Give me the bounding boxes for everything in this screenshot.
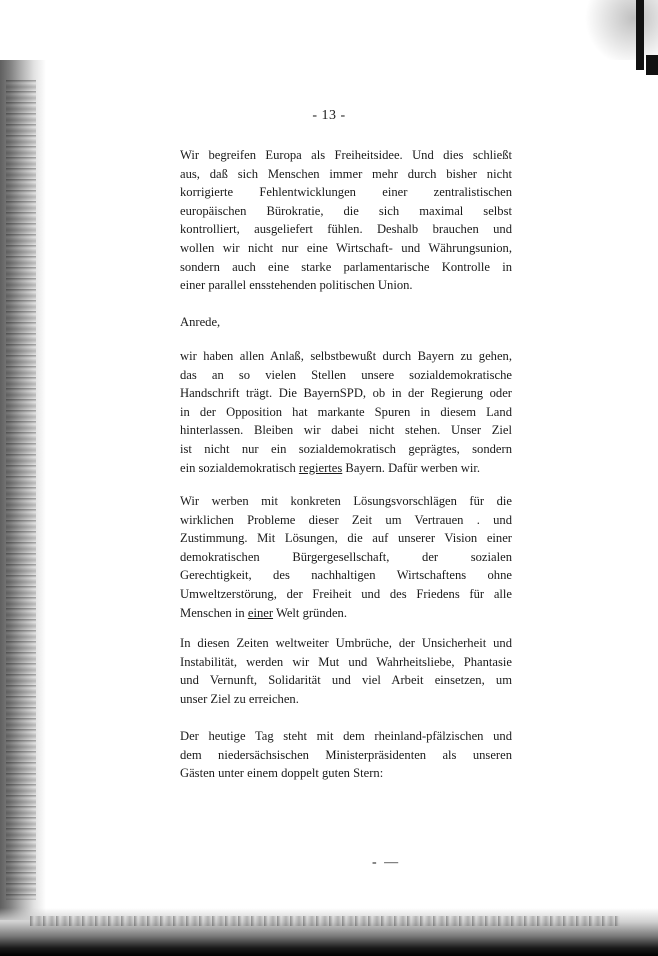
paragraph-gaeste [180,727,512,783]
text-line: demokratischen Bürgergesellschaft, der sozialen [180,549,512,564]
page-number: - 13 - [312,108,346,123]
text-line: dem niedersächsischen Ministerpräsidenten als unseren [180,747,512,762]
text-line: sondern auch eine starke parlamentarische Kontrolle in [180,259,512,274]
scan-corner-smudge [578,0,658,60]
paragraph-loesungen [180,492,512,622]
text-line: Wir begreifen Europa als Freiheitsidee. Und dies schließt [180,148,512,162]
text-line: das an so vielen Stellen unsere sozialdemokratische [180,367,512,382]
text-line: Gerechtigkeit, des nachhaltigen Wirtschaftens ohne [180,568,512,583]
text-line: kontrolliert, ausgeliefert fühlen. Deshalb brauchen und [180,222,512,237]
paragraph-bayern [180,347,512,477]
underlined-word: regiertes [298,460,343,475]
text-line: In diesen Zeiten weltweiter Umbrüche, der Unsicherheit und [180,636,512,650]
text-line-einer: Menschen in einer Welt gründen. [180,605,347,620]
text-line-regiertes: ein sozialdemokratisch regiertes Bayern. Dafür werben wir. [180,460,481,475]
text-line: Gästen unter einem doppelt guten Stern: [180,766,384,781]
scan-edge-bar [636,0,644,70]
text-line: Zustimmung. Mit Lösungen, die auf unserer Vision einer [180,531,512,546]
text-line: aus, daß sich Menschen immer mehr durch bisher nicht [180,166,512,181]
text-line: Instabilität, werden wir Mut und Wahrheitsliebe, Phantasie [180,654,512,669]
text-line: und Vernunft, Solidarität und viel Arbeit einsetzen, um [180,673,512,688]
text-line: Der heutige Tag steht mit dem rheinland-pfälzischen und [180,729,512,743]
salutation [180,313,512,332]
paragraph-europa [180,146,512,295]
underlined-word: einer [247,605,274,620]
footer-mark: - — [372,855,401,870]
text-line: wollen wir nicht nur eine Wirtschaft- und Währungsunion, [180,240,512,255]
scan-noise-left [6,80,36,900]
text-line: hinterlassen. Bleiben wir dabei nicht stehen. Unser Ziel [180,423,512,438]
text-line: in der Opposition hat markante Spuren in diesem Land [180,404,512,419]
scan-edge-mark [646,55,658,75]
scan-noise-bottom [30,916,620,926]
text-line: einer parallel ensstehenden politischen Union. [180,278,413,293]
text-line: korrigierte Fehlentwicklungen einer zentralistischen [180,185,512,200]
text-line: Wir werben mit konkreten Lösungsvorschlägen für die [180,494,512,508]
text-line: ist nicht nur ein sozialdemokratisch geprägtes, sondern [180,441,512,456]
text-line: europäischen Bürokratie, die sich maximal selbst [180,203,512,218]
text-line: Anrede, [180,315,221,329]
text-line: Umweltzerstörung, der Freiheit und des Friedens für alle [180,586,512,601]
text-line: unser Ziel zu erreichen. [180,691,299,706]
text-line: Handschrift trägt. Die BayernSPD, ob in der Regierung oder [180,386,512,401]
text-line: wir haben allen Anlaß, selbstbewußt durch Bayern zu gehen, [180,349,512,363]
text-line: wirklichen Probleme dieser Zeit um Vertrauen . und [180,512,512,527]
paragraph-umbrueche [180,634,512,708]
